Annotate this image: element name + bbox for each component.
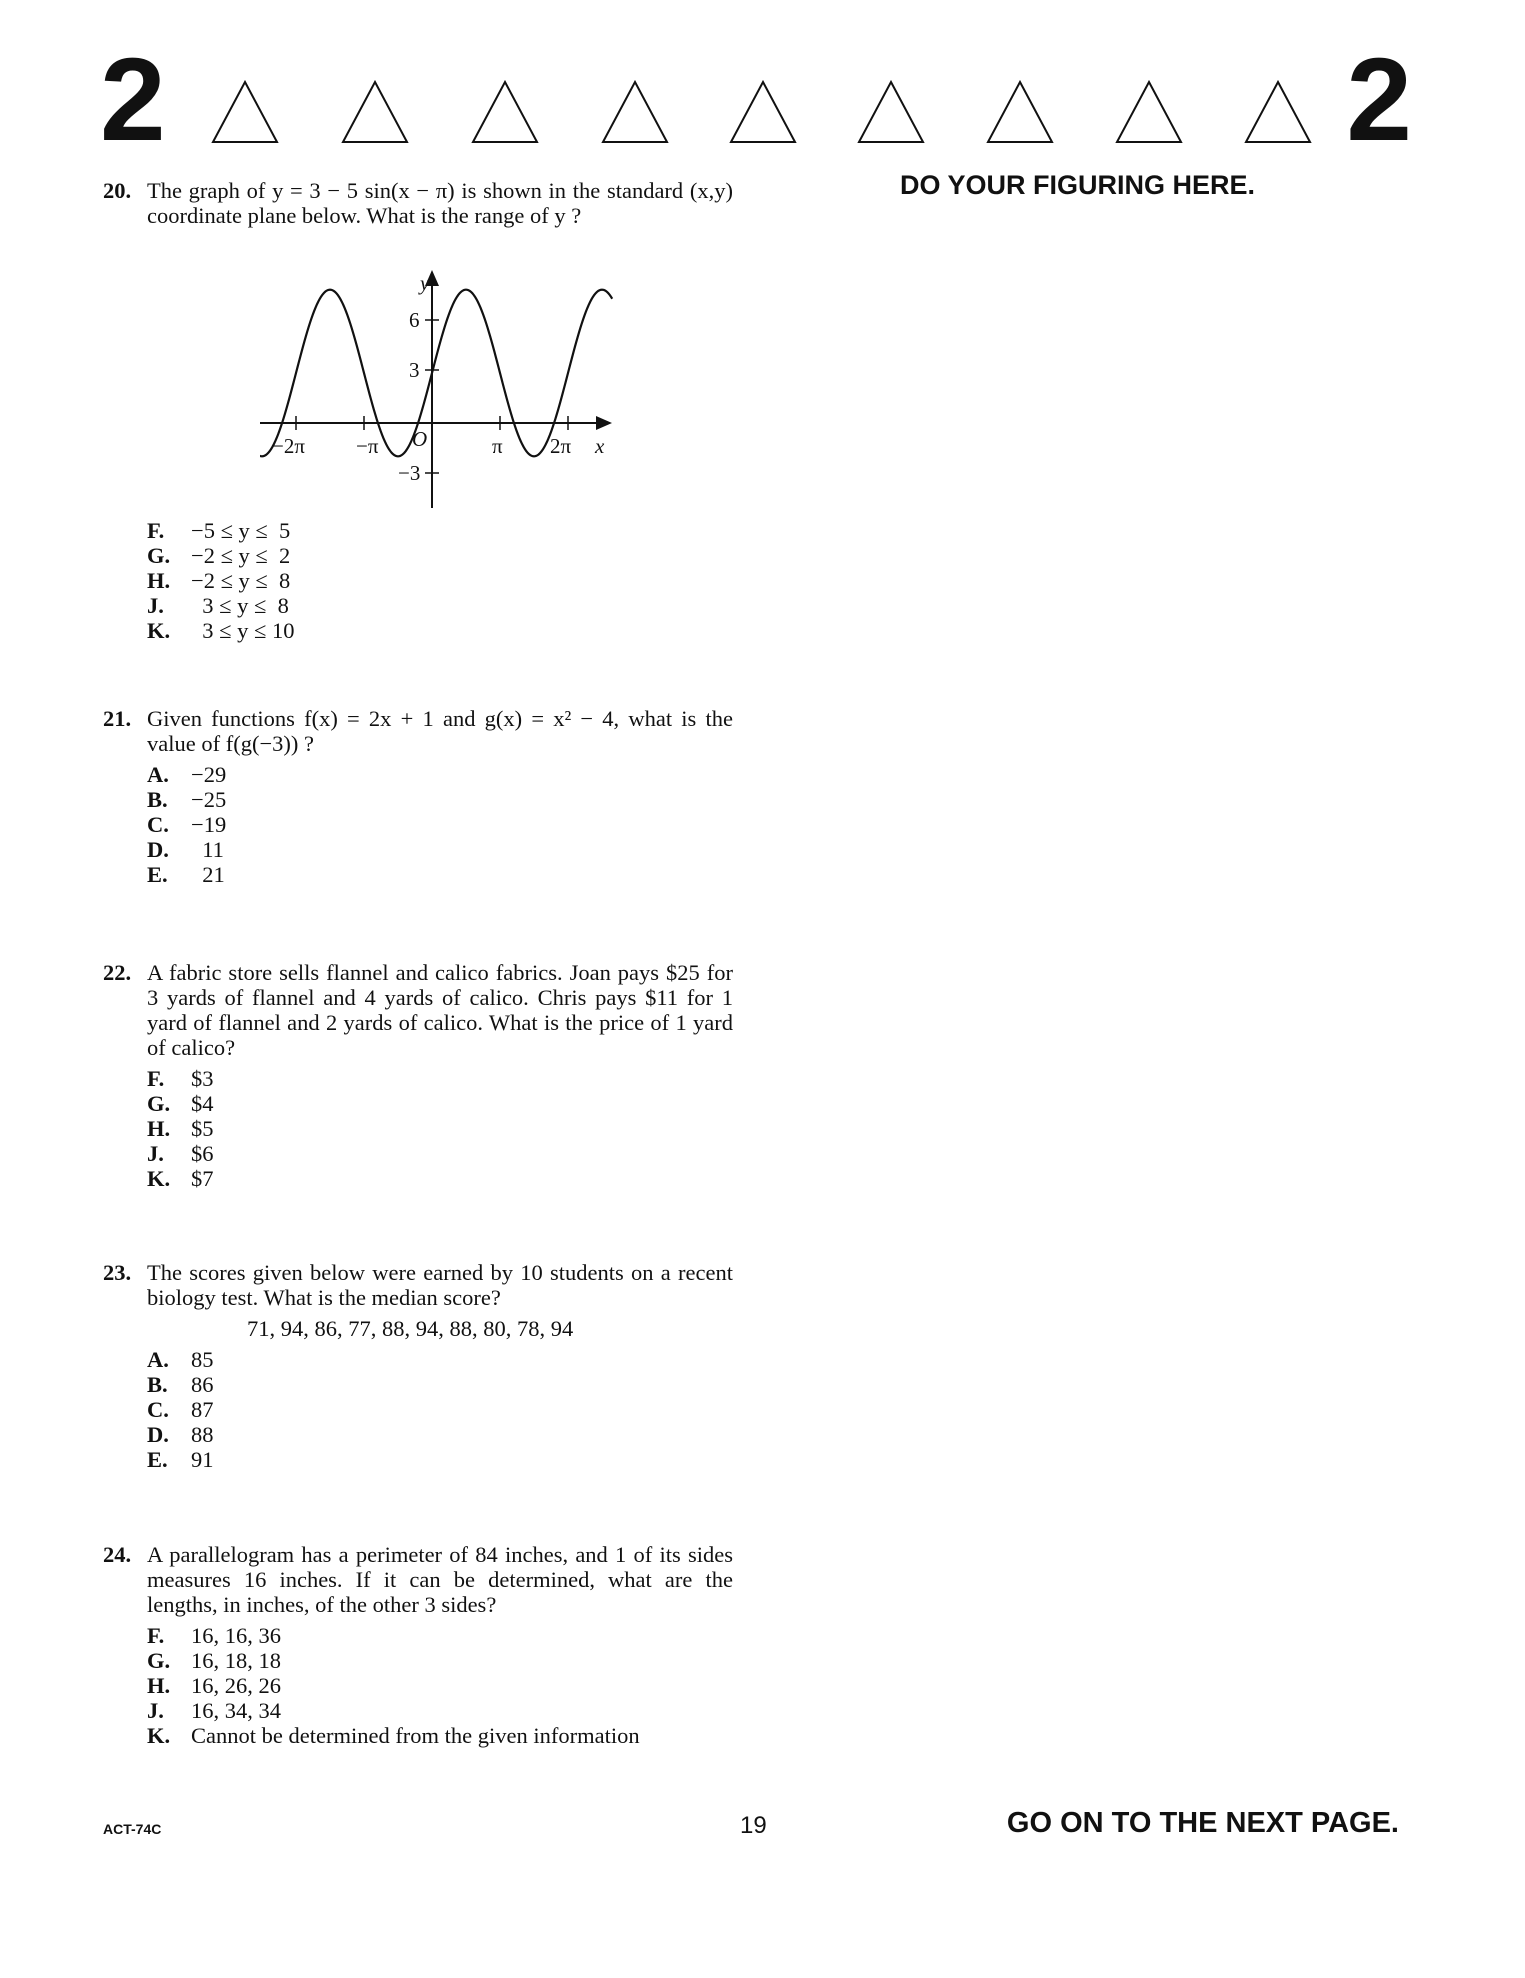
answer-choice[interactable]: G. −2 ≤ y ≤ 2 — [147, 543, 291, 568]
question-21 — [103, 706, 733, 887]
triangle-icon — [856, 79, 926, 145]
answer-choice[interactable]: F. $3 — [147, 1066, 214, 1091]
answer-choice[interactable]: C. 87 — [147, 1397, 214, 1422]
question-number: 24. — [103, 1542, 132, 1567]
score-list: 71, 94, 86, 77, 88, 94, 88, 80, 78, 94 — [247, 1316, 574, 1341]
answer-choice[interactable]: A. −29 — [147, 762, 227, 787]
page-number: 19 — [740, 1812, 767, 1839]
triangle-icon — [600, 79, 670, 145]
y-axis-label: y — [420, 271, 430, 295]
x-axis-label: x — [595, 434, 605, 458]
sine-graph — [260, 268, 620, 518]
question-stem: A parallelogram has a perimeter of 84 inches, and 1 of its sides measures 16 inches. If it can be determined, what are the lengths, in inches, of the other 3 sides? — [147, 1542, 733, 1617]
triangle-icon — [470, 79, 540, 145]
answer-choice[interactable]: J. $6 — [147, 1141, 214, 1166]
origin-label: O — [412, 427, 428, 451]
answer-choice[interactable]: H. −2 ≤ y ≤ 8 — [147, 568, 291, 593]
answer-choice[interactable]: H. 16, 26, 26 — [147, 1673, 281, 1698]
question-20-choices — [103, 518, 733, 643]
question-number: 20. — [103, 178, 132, 203]
continue-label: GO ON TO THE NEXT PAGE. — [1006, 1807, 1399, 1839]
answer-choice[interactable]: G. 16, 18, 18 — [147, 1648, 281, 1673]
section-number-right: 2 — [1346, 34, 1410, 166]
answer-choice[interactable]: D. 11 — [147, 837, 224, 862]
triangle-icon — [728, 79, 798, 145]
answer-choice[interactable]: H. $5 — [147, 1116, 214, 1141]
answer-choice[interactable]: J. 3 ≤ y ≤ 8 — [147, 593, 289, 618]
sine-curve — [260, 290, 612, 457]
question-stem: The graph of y = 3 − 5 sin(x − π) is shown in the standard (x,y) coordinate plane below. What is the range of y ? — [147, 178, 733, 228]
triangle-icon — [210, 79, 280, 145]
triangle-icon — [1114, 79, 1184, 145]
question-stem: Given functions f(x) = 2x + 1 and g(x) = x² − 4, what is the value of f(g(−3)) ? — [147, 706, 733, 756]
question-number: 23. — [103, 1260, 132, 1285]
answer-choice[interactable]: A. 85 — [147, 1347, 214, 1372]
triangle-icon — [1243, 79, 1313, 145]
section-number-left: 2 — [100, 34, 164, 166]
question-20 — [103, 178, 733, 228]
answer-choice[interactable]: F. 16, 16, 36 — [147, 1623, 281, 1648]
section-header — [100, 34, 1410, 166]
answer-choice[interactable]: D. 88 — [147, 1422, 214, 1447]
question-24 — [103, 1542, 733, 1748]
x-tick-label: −2π — [272, 434, 305, 458]
answer-choice[interactable]: B. −25 — [147, 787, 227, 812]
x-tick-label: 2π — [550, 434, 572, 458]
question-23 — [103, 1260, 733, 1472]
question-number: 21. — [103, 706, 132, 731]
answer-choice[interactable]: K. Cannot be determined from the given information — [147, 1723, 640, 1748]
question-number: 22. — [103, 960, 132, 985]
form-code: ACT-74C — [103, 1821, 162, 1837]
x-axis-arrow — [596, 416, 612, 430]
answer-choice[interactable]: G. $4 — [147, 1091, 214, 1116]
answer-choice[interactable]: J. 16, 34, 34 — [147, 1698, 281, 1723]
question-stem: The scores given below were earned by 10 students on a recent biology test. What is the median score? — [147, 1260, 733, 1310]
answer-choice[interactable]: K. 3 ≤ y ≤ 10 — [147, 618, 295, 643]
answer-choice[interactable]: E. 21 — [147, 862, 225, 887]
answer-choice[interactable]: B. 86 — [147, 1372, 214, 1397]
y-tick-label: 3 — [409, 358, 420, 382]
answer-choice[interactable]: C. −19 — [147, 812, 227, 837]
question-22 — [103, 960, 733, 1191]
y-tick-label: −3 — [398, 461, 421, 485]
x-tick-label: π — [492, 434, 503, 458]
answer-choice[interactable]: F. −5 ≤ y ≤ 5 — [147, 518, 291, 543]
y-tick-label: 6 — [409, 308, 420, 332]
answer-choice[interactable]: E. 91 — [147, 1447, 214, 1472]
triangle-icon — [985, 79, 1055, 145]
question-stem: A fabric store sells flannel and calico fabrics. Joan pays $25 for 3 yards of flannel and 4 yards of calico. Chris pays $11 for 1 yard of flannel and 2 yards of calico. What is the price of 1 yard of calico? — [147, 960, 733, 1060]
triangle-icon — [340, 79, 410, 145]
figuring-label: DO YOUR FIGURING HERE. — [900, 170, 1256, 200]
answer-choice[interactable]: K. $7 — [147, 1166, 214, 1191]
x-tick-label: −π — [356, 434, 379, 458]
